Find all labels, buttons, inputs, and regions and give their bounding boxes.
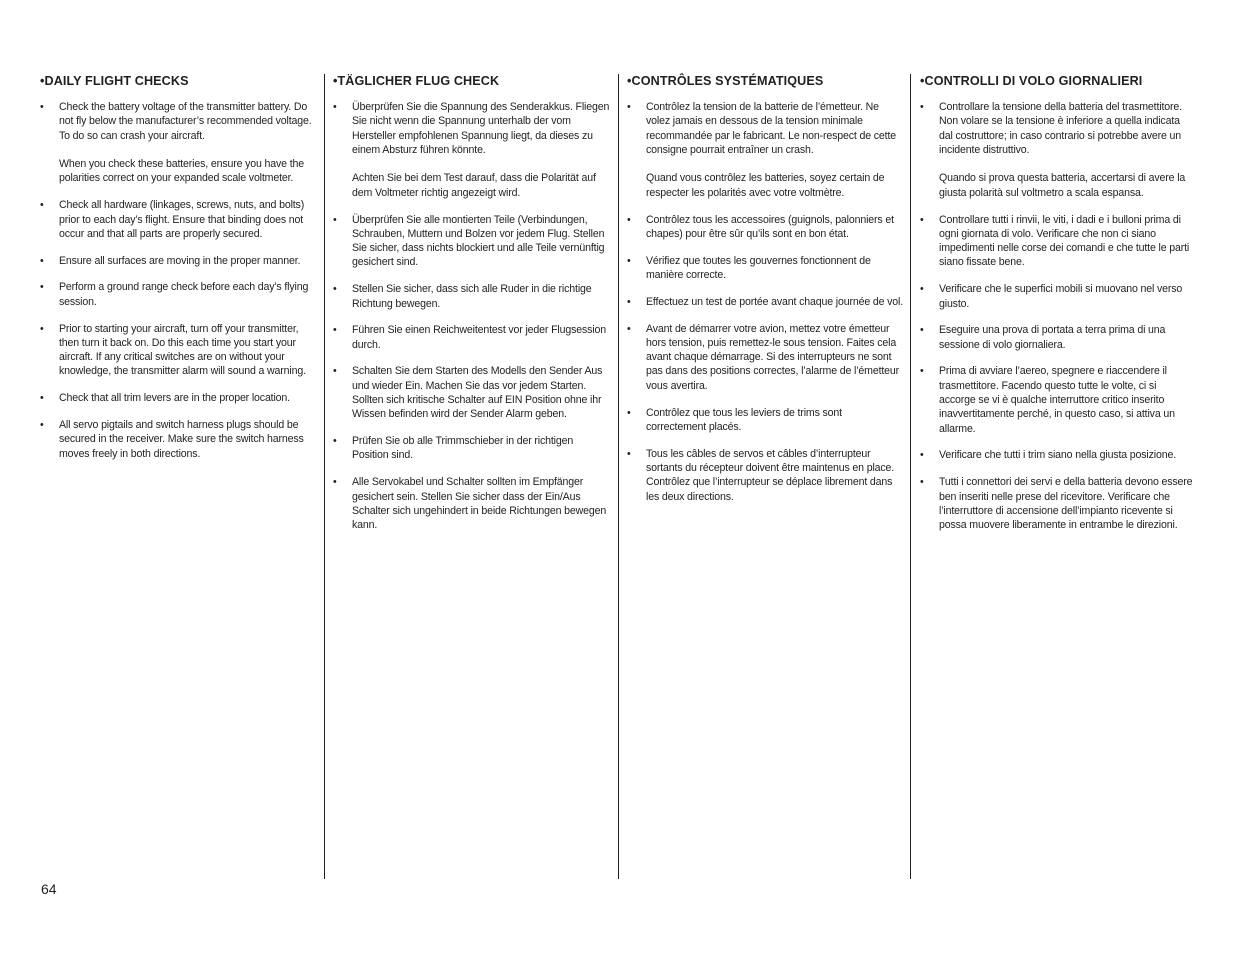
page-number: 64 [41,881,57,897]
column-divider [910,74,911,879]
list-item [627,100,904,200]
bullet-icon: • [333,324,337,337]
bullet-icon: • [627,254,631,267]
item-text: Check that all trim levers are in the proper location. [59,392,290,405]
section-heading-german: •TÄGLICHER FLUG CHECK [333,73,500,88]
list-item [920,364,1195,435]
bullet-icon: • [333,283,337,296]
item-text: Verificare che tutti i trim siano nella giusta posizione. [939,449,1176,462]
list-item [627,322,904,393]
list-item [627,213,904,242]
bullet-icon: • [920,449,924,462]
checklist-german [333,100,611,532]
bullet-icon: • [920,324,924,337]
list-item [920,213,1195,270]
list-item [333,282,611,311]
bullet-icon: • [333,101,337,113]
list-item [627,254,904,283]
bullet-icon: • [920,283,924,296]
list-item [920,475,1195,532]
checklist-french [627,100,904,504]
item-text: Überprüfen Sie alle montierten Teile (Verbindungen, Schrauben, Muttern und Bolzen vor jedem Flug. Stellen Sie sicher, dass nichts blockiert und alle Teile vernünftig gesichert sind. [352,213,605,269]
bullet-icon: • [40,199,44,212]
bullet-icon: • [920,365,924,378]
list-item [40,391,314,405]
item-text: Tous les câbles de servos et câbles d’interrupteur sortants du récepteur doivent être maintenus en place. Contrôlez que l’interrupteur se déplace librement dans les deux directions. [646,447,895,503]
item-text: Prima di avviare l’aereo, spegnere e riaccendere il trasmettitore. Facendo questo tutte le volte, ci si accorge se vi è qualche interruttore critico inserito inavvertitamente perché, in questo caso, si attiva un allarme. [939,365,1175,435]
list-item [40,198,314,241]
column-divider [618,74,619,879]
item-text: Contrôlez la tension de la batterie de l’émetteur. Ne volez jamais en dessous de la tension minimale recommandée par le fabricant. Le non-respect de cette consigne pourrait entraîner un crash. [646,101,896,156]
bullet-icon: • [627,295,631,308]
item-text: Controllare la tensione della batteria del trasmettitore. Non volare se la tensione è inferiore a quella indicata dal costruttore; in caso contrario si potrebbe avere un incidente distruttivo. [939,101,1182,156]
item-text: Prüfen Sie ob alle Trimmschieber in der richtigen Position sind. [352,435,574,462]
column-german [333,72,611,545]
item-text: Controllare tutti i rinvii, le viti, i dadi e i bulloni prima di ogni giornata di volo. Verificare che non ci siano impedimenti nelle corse dei comandi e che tutte le parti siano fissate bene. [939,213,1190,269]
bullet-icon: • [627,447,631,460]
item-text: Verificare che le superfici mobili si muovano nel verso giusto. [939,283,1183,310]
item-text: Überprüfen Sie die Spannung des Senderakkus. Fliegen Sie nicht wenn die Spannung unterhalb der vom Hersteller empfohlenen Spannung liegt, da dieses zu einem Absturz führen könnte. [352,101,610,156]
checklist-italian [920,100,1195,532]
checklist-english [40,100,314,461]
item-text: Effectuez un test de portée avant chaque journée de vol. [646,295,904,308]
bullet-icon: • [333,213,337,226]
bullet-icon: • [40,101,44,113]
bullet-icon: • [627,213,631,226]
list-item [627,447,904,504]
list-item [627,295,904,309]
item-text: Contrôlez que tous les leviers de trims sont correctement placés. [646,406,842,433]
list-item [920,282,1195,311]
item-text: All servo pigtails and switch harness plugs should be secured in the receiver. Make sure the switch harness moves freely in both directions. [59,419,304,460]
bullet-icon: • [333,435,337,448]
column-italian [920,72,1195,545]
column-french [627,72,904,516]
item-text: Vérifiez que toutes les gouvernes fonctionnent de manière correcte. [646,254,871,281]
item-note: Quand vous contrôlez les batteries, soyez certain de respecter les polarités avec votre voltmètre. [646,172,885,199]
bullet-icon: • [40,254,44,267]
bullet-icon: • [627,406,631,419]
list-item [40,254,314,268]
list-item [333,434,611,463]
item-text: Check the battery voltage of the transmitter battery. Do not fly below the manufacturer’s recommended voltage. To do so can crash your aircraft. [59,101,312,142]
bullet-icon: • [40,392,44,405]
item-text: Schalten Sie dem Starten des Modells den Sender Aus und wieder Ein. Machen Sie das vor jedem Starten. Sollten sich kritische Schalter auf EIN Position ohne ihr Wissen befinden wird der Sender Alarm geben. [352,365,603,421]
item-text: Contrôlez tous les accessoires (guignols, palonniers et chapes) pour être sûr qu’ils sont en bon état. [646,213,894,240]
bullet-icon: • [333,365,337,378]
bullet-icon: • [920,213,924,226]
column-divider [324,74,325,879]
item-note: When you check these batteries, ensure you have the polarities correct on your expanded scale voltmeter. [59,158,304,185]
section-heading-french: •CONTRÔLES SYSTÉMATIQUES [627,73,824,88]
list-item [40,280,314,309]
item-text: Ensure all surfaces are moving in the proper manner. [59,254,301,267]
list-item [40,100,314,186]
list-item [333,364,611,421]
list-item [40,418,314,461]
item-text: Stellen Sie sicher, dass sich alle Ruder in die richtige Richtung bewegen. [352,283,592,310]
bullet-icon: • [40,322,44,335]
item-text: Alle Servokabel und Schalter sollten im Empfänger gesichert sein. Stellen Sie sicher dass der Ein/Aus Schalter sich ungehindert in beide Richtungen bewegen kann. [352,476,607,532]
list-item [333,213,611,270]
item-text: Eseguire una prova di portata a terra prima di una sessione di volo giornaliera. [939,324,1166,351]
list-item [920,100,1195,200]
bullet-icon: • [40,419,44,432]
bullet-icon: • [627,322,631,335]
item-text: Avant de démarrer votre avion, mettez votre émetteur hors tension, puis remettez-le sous tension. Faites cela avant chaque démarrage. Si des interrupteurs ne sont pas dans des positions correctes, l’alarme de l’émetteur vous avertira. [646,322,900,392]
section-heading-italian: •CONTROLLI DI VOLO GIORNALIERI [920,73,1143,88]
list-item [333,323,611,352]
list-item [920,448,1195,462]
bullet-icon: • [40,281,44,294]
list-item [333,475,611,532]
list-item [627,406,904,435]
item-note: Achten Sie bei dem Test darauf, dass die Polarität auf dem Voltmeter richtig angezeigt wird. [352,172,596,199]
section-heading-english: •DAILY FLIGHT CHECKS [40,73,189,88]
item-text: Perform a ground range check before each day’s flying session. [59,281,309,308]
list-item [40,322,314,379]
item-text: Tutti i connettori dei servi e della batteria devono essere ben inseriti nelle prese del ricevitore. Verificare che l’interruttore di accensione dell’impianto ricevente si possa muovere liberamente in entrambe le direzioni. [939,476,1193,532]
item-text: Check all hardware (linkages, screws, nuts, and bolts) prior to each day’s flight. Ensure that binding does not occur and that all parts are properly secured. [59,199,305,240]
bullet-icon: • [627,101,631,113]
item-note: Quando si prova questa batteria, accertarsi di avere la giusta polarità sul voltmetro a scala espansa. [939,172,1186,199]
item-text: Führen Sie einen Reichweitentest vor jeder Flugsession durch. [352,324,606,351]
item-text: Prior to starting your aircraft, turn off your transmitter, then turn it back on. Do this each time you start your aircraft. If any critical switches are on without your knowledge, the transmitter alarm will sound a warning. [59,322,306,378]
list-item [920,323,1195,352]
column-english [40,72,314,473]
bullet-icon: • [920,101,924,113]
bullet-icon: • [333,476,337,489]
bullet-icon: • [920,476,924,489]
list-item [333,100,611,200]
